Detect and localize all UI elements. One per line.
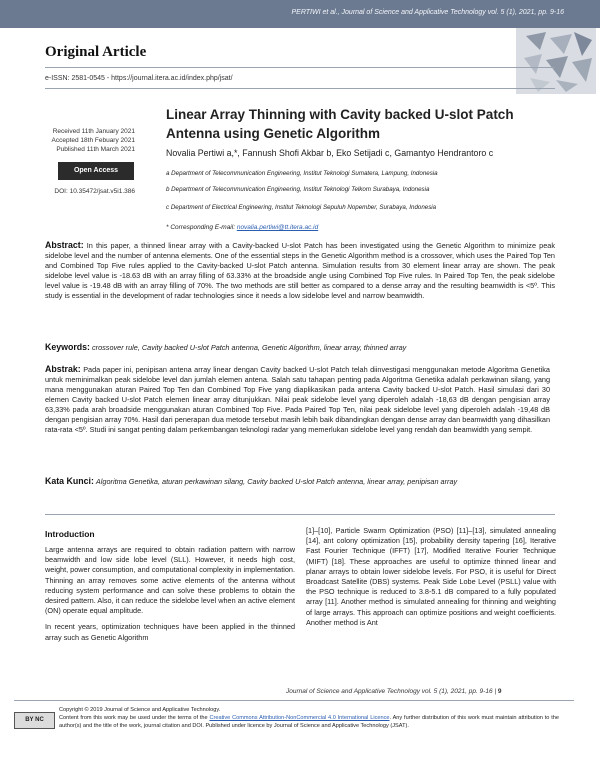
license-notice [59,706,559,730]
intro-paragraph-3: [1]–[10], Particle Swarm Optimization (PSO) [11]–[13], simulated annealing [14], ant colony optimization [15], probability density tapering [16], Iterative Fast Fourier Technique (IFFT) [17], Modified Iterative Fourier Technique (MIFT) [18]. These approaches are useful to optimize thinned linear and planar arrays to obtain lower sidelobe levels. For PSO, it is useful for Direct Broadcast Satellite (DBS) systems. Peak Side Lobe Level (PSLL) value with the PSO technique is reduced to 3.8-5.1 dB compared to a fully populated array [11]. Another method is simulated annealing for thinning and weighting of large arrays. This approach can optimize positions and weight coefficients. Another method is Ant [306,526,556,627]
kata-kunci: Kata Kunci: Algoritma Genetika, aturan perkawinan silang, Cavity backed U-slot Patch antenna, linear array, penipisan array [45,476,458,486]
doi[interactable]: DOI: 10.35472/jsat.v5i1.386 [54,188,135,195]
received-date: Received 11th January 2021 [52,128,135,135]
affiliation-c: c Department of Electrical Engineering, Institut Teknologi Sepuluh Nopember, Surabaya, Indonesia [166,204,437,211]
running-header-bar [0,0,600,28]
page-number: 9 [497,688,502,695]
license-pre: Content from this work may be used under the terms of the [59,715,208,721]
affiliation-a: a Department of Telecommunication Engineering, Institut Teknologi Sumatera, Lampung, Indonesia [166,170,438,177]
corresponding-email-link[interactable]: novalia.pertiwi@tt.itera.ac.id [236,224,319,231]
kata-kunci-text: Algoritma Genetika, aturan perkawinan silang, Cavity backed U-slot Patch antenna, linear array, penipisan array [95,477,458,486]
open-access-badge[interactable]: Open Access [58,162,134,180]
intro-paragraph-1: Large antenna arrays are required to obtain radiation pattern with narrow beamwidth and low side lobe level (SLL). However, it needs high cost, weight, power consumption, and computational complexity in implementation. Thinning an array removes some active elements of the antenna without reducing system performance and can solve these problems to obtain the desired pattern. Also, it can reduce the sidelobe level when an active element (ON) operate equal amplitude. [45,545,295,616]
divider [45,67,555,68]
license-post: . Any further distribution of this work must maintain attribution to the author(s) and the title of the work, journal citation and DOI. Published under licence by Journal of Science and Applicative Technology (JSAT). [59,715,559,729]
copyright-line: Copyright © 2019 Journal of Science and Applicative Technology. [59,707,221,713]
accepted-date: Accepted 18th Febuary 2021 [51,137,135,144]
running-head: PERTIWI et al., Journal of Science and Applicative Technology vol. 5 (1), 2021, pp. 9-16 [291,9,564,16]
affiliation-b: b Department of Telecommunication Engineering, Institut Teknologi Telkom Surabaya, Indonesia [166,186,430,193]
abstrak: Abstrak: Pada paper ini, penipisan antena array linear dengan Cavity backed U-slot Patch telah diinvestigasi menggunakan metode Algoritma Genetika untuk meminimalkan peak sidelobe level dan jumlah elemen antena. Salah satu tahapan penting pada Algoritma Genetika adalah perkawinan silang, yang mana menggunakan aturan Paired Top Ten dan Combined Top Five yang diaplikasikan pada antena Cavity backed U-slot Patch. Hasil simulasi dari 30 elemen Cavity backed U-slot Patch elemen linear array ditunjukkan. Nilai peak sidelobe level yang diperoleh adalah -18,63 dB dengan pengisian array 63,33% pada arah broadside menggunakan aturan Combined Top Five. Pada Paired Top Ten, nilai peak sidelobe level yang diperoleh adalah -19,48 dB dengan pengisian array 70%. Hasil dari penerapan dua metode tersebut masih lebih baik dibandingkan dengan dense array dan beamwidth yang dihasilkan rata-rata <5º. Studi ini sangat penting dalam perkembangan teknologi radar yang memerlukan sidelobe level yang rendah dan beamwidth yang sempit. [45,364,550,434]
journal-logo-icon [516,28,596,94]
divider [45,88,555,89]
abstract: Abstract: In this paper, a thinned linear array with a Cavity-backed U-slot Patch has been investigated using the Genetic Algorithm to minimize peak sidelobe level and the number of antenna elements. One of the essential steps in the Genetic Algorithm method is a crossover, which uses the Paired Top Ten and Combined Top Five rules applied to the Cavity-backed U-slot Patch antenna. Simulation results from 30 element linear array are shown. The peak sidelobe level value is -18.63 dB with an array filling of 63.33% at the broadside angle using Combined Top Five rules. In Paired Top Ten, the peak sidelobe level value is -19.48 dB with an array filling of 70%. The two methods are still better as compared to a dense array and the resulting beamwidth is <5º. This study is essential in the development of radar technologies since it needs a low sidelobe level and narrow beamwidth. [45,240,555,300]
issn-line: e-ISSN: 2581-0545 - https://journal.itera.ac.id/index.php/jsat/ [45,75,233,82]
article-title: Linear Array Thinning with Cavity backed U-slot Patch Antenna using Genetic Algorithm [166,107,514,141]
article-dates [45,127,135,154]
corresponding-label: * Corresponding E-mail: [166,224,236,231]
divider [14,700,574,701]
intro-left-column [45,545,295,643]
abstrak-text: Pada paper ini, penipisan antena array linear dengan Cavity backed U-slot Patch telah diinvestigasi menggunakan metode Algoritma Genetika untuk meminimalkan peak sidelobe level dan jumlah elemen antena. Salah satu tahapan penting pada Algoritma Genetika adalah perkawinan silang, yang mana menggunakan aturan Paired Top Ten dan Combined Top Five yang diaplikasikan pada antena Cavity backed U-slot Patch. Hasil simulasi dari 30 elemen Cavity backed U-slot Patch elemen linear array ditunjukkan. Nilai peak sidelobe level yang diperoleh adalah -18,63 dB dengan pengisian array 63,33% pada arah broadside menggunakan aturan Combined Top Five. Pada Paired Top Ten, nilai peak sidelobe level yang diperoleh adalah -19,48 dB dengan pengisian array 70%. Hasil dari penerapan dua metode tersebut masih lebih baik dibandingkan dengan dense array dan beamwidth yang dihasilkan rata-rata <5º. Studi ini sangat penting dalam perkembangan teknologi radar yang memerlukan sidelobe level yang rendah dan beamwidth yang sempit. [45,365,550,434]
published-date: Published 11th March 2021 [56,146,135,153]
footer-journal-name: Journal of Science and Applicative Technology vol. 5 (1), 2021, pp. 9-16 [286,688,493,695]
abstract-text: In this paper, a thinned linear array with a Cavity-backed U-slot Patch has been investigated using the Genetic Algorithm to minimize peak sidelobe level and the number of antenna elements. One of the essential steps in the Genetic Algorithm method is a crossover, which uses the Paired Top Ten and Combined Top Five rules applied to the Cavity-backed U-slot Patch antenna. Simulation results from 30 element linear array are shown. The peak sidelobe level value is -18.63 dB with an array filling of 63.33% at the broadside angle using Combined Top Five rules. In Paired Top Ten, the peak sidelobe level value is -19.48 dB with an array filling of 70%. The two methods are still better as compared to a dense array and the resulting beamwidth is <5º. This study is essential in the development of radar technologies since it needs a low sidelobe level and narrow beamwidth. [45,241,555,300]
introduction-heading: Introduction [45,529,95,539]
footer-journal: Journal of Science and Applicative Technology vol. 5 (1), 2021, pp. 9-16 | 9 [286,688,502,695]
intro-paragraph-2: In recent years, optimization techniques have been applied in the thinned array such as Genetic Algorithm [45,622,295,642]
abstrak-label: Abstrak [45,364,78,374]
cc-by-nc-icon[interactable]: BY NC [14,712,55,729]
keywords: Keywords: crossover rule, Cavity backed U-slot Patch antenna, Genetic Algorithm, linear array, thinned array [45,342,407,352]
kata-kunci-label: Kata Kunci [45,476,91,486]
author-list: Novalia Pertiwi a,*, Fannush Shofi Akbar b, Eko Setijadi c, Gamantyo Hendrantoro c [166,148,494,158]
abstract-label: Abstract [45,240,81,250]
keywords-text: crossover rule, Cavity backed U-slot Patch antenna, Genetic Algorithm, linear array, thinned array [92,343,407,352]
divider [45,514,555,515]
keywords-label: Keywords [45,342,88,352]
section-label: Original Article [45,44,147,60]
intro-right-column [306,526,556,628]
license-link[interactable]: Creative Commons Attribution-NonCommercial 4.0 International Licence [209,715,390,721]
corresponding-author [166,224,566,231]
